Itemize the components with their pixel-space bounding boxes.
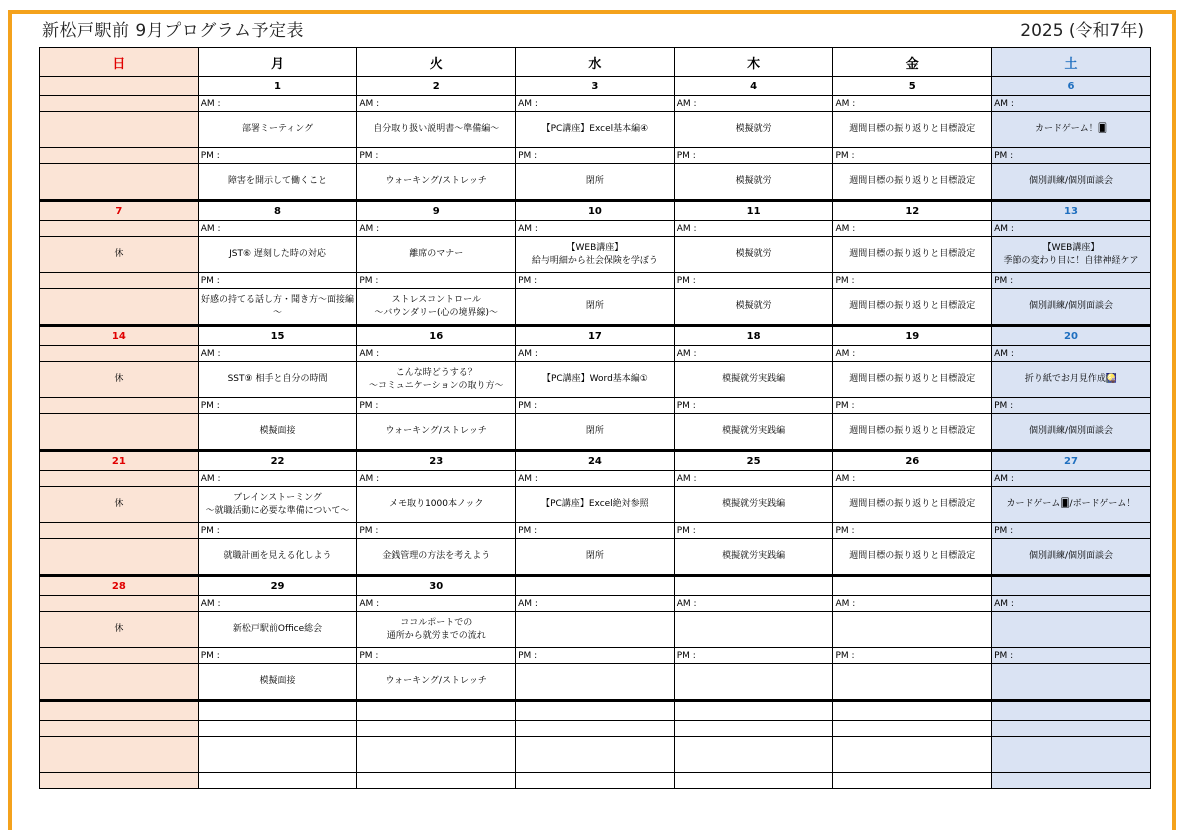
date-cell-sun — [40, 77, 199, 96]
pm-program-cell-fri — [833, 664, 992, 701]
date-cell-tue: 23 — [357, 451, 516, 471]
blank-cell — [674, 737, 833, 773]
blank-cell — [40, 701, 199, 721]
blank-cell — [516, 773, 675, 789]
blank-cell — [833, 701, 992, 721]
pm-program-cell-tue: ウォーキング/ストレッチ — [357, 414, 516, 451]
blank-cell — [198, 721, 357, 737]
am-label-cell: AM : — [992, 596, 1151, 612]
pm-program-row — [40, 414, 1151, 451]
date-cell-sat — [992, 576, 1151, 596]
am-label-cell — [40, 596, 199, 612]
date-cell-mon: 15 — [198, 326, 357, 346]
pm-label-cell: PM : — [833, 148, 992, 164]
pm-program-cell-fri: 週間目標の振り返りと目標設定 — [833, 289, 992, 326]
blank-cell — [198, 701, 357, 721]
am-label-row — [40, 96, 1151, 112]
am-program-cell-sun: 休 — [40, 237, 199, 273]
am-program-cell-mon: 新松戸駅前Office総会 — [198, 612, 357, 648]
pm-label-cell: PM : — [674, 273, 833, 289]
am-program-cell-fri: 週間目標の振り返りと目標設定 — [833, 237, 992, 273]
date-cell-sun: 14 — [40, 326, 199, 346]
pm-program-cell-tue: 金銭管理の方法を考えよう — [357, 539, 516, 576]
pm-label-cell — [40, 648, 199, 664]
pm-label-cell: PM : — [357, 523, 516, 539]
am-label-row — [40, 471, 1151, 487]
date-cell-thu: 25 — [674, 451, 833, 471]
pm-label-cell: PM : — [357, 648, 516, 664]
pm-program-cell-thu: 模擬就労実践編 — [674, 414, 833, 451]
pm-label-cell: PM : — [674, 148, 833, 164]
pm-label-cell: PM : — [992, 398, 1151, 414]
am-label-cell: AM : — [992, 96, 1151, 112]
blank-cell — [198, 737, 357, 773]
am-program-cell-sat: カードゲーム🂠/ボードゲーム！ — [992, 487, 1151, 523]
am-program-cell-sat — [992, 612, 1151, 648]
blank-cell — [516, 701, 675, 721]
pm-program-cell-wed — [516, 664, 675, 701]
pm-label-cell — [40, 148, 199, 164]
blank-cell — [40, 773, 199, 789]
pm-program-cell-thu: 模擬就労 — [674, 164, 833, 201]
pm-label-cell: PM : — [516, 648, 675, 664]
page-frame — [8, 10, 1176, 830]
pm-program-cell-thu — [674, 664, 833, 701]
am-label-cell: AM : — [198, 221, 357, 237]
date-cell-wed: 10 — [516, 201, 675, 221]
pm-label-cell: PM : — [516, 273, 675, 289]
schedule-table — [39, 47, 1151, 789]
date-cell-sat: 27 — [992, 451, 1151, 471]
pm-label-cell: PM : — [992, 273, 1151, 289]
am-label-cell: AM : — [833, 471, 992, 487]
am-program-cell-fri: 週間目標の振り返りと目標設定 — [833, 112, 992, 148]
am-label-cell: AM : — [992, 346, 1151, 362]
am-label-cell: AM : — [516, 596, 675, 612]
am-label-cell: AM : — [516, 96, 675, 112]
blank-cell — [674, 773, 833, 789]
pm-label-cell: PM : — [357, 273, 516, 289]
am-label-cell: AM : — [833, 221, 992, 237]
pm-program-cell-sun — [40, 289, 199, 326]
date-cell-mon: 8 — [198, 201, 357, 221]
am-program-cell-sun: 休 — [40, 487, 199, 523]
am-program-row — [40, 237, 1151, 273]
am-label-cell: AM : — [674, 221, 833, 237]
blank-cell — [992, 701, 1151, 721]
am-program-cell-wed: 【WEB講座】 給与明細から社会保険を学ぼう — [516, 237, 675, 273]
am-label-cell — [40, 96, 199, 112]
blank-row — [40, 701, 1151, 721]
blank-cell — [40, 721, 199, 737]
date-cell-wed: 24 — [516, 451, 675, 471]
pm-label-cell — [40, 523, 199, 539]
date-cell-fri: 26 — [833, 451, 992, 471]
blank-cell — [833, 773, 992, 789]
am-program-cell-sun: 休 — [40, 612, 199, 648]
pm-program-cell-tue: ストレスコントロール ～バウンダリー(心の境界線)～ — [357, 289, 516, 326]
pm-program-cell-sat: 個別訓練/個別面談会 — [992, 289, 1151, 326]
am-program-cell-mon: JST⑥ 遅刻した時の対応 — [198, 237, 357, 273]
pm-label-cell: PM : — [516, 148, 675, 164]
pm-label-cell: PM : — [516, 398, 675, 414]
date-cell-tue: 30 — [357, 576, 516, 596]
blank-row — [40, 721, 1151, 737]
am-label-cell: AM : — [516, 471, 675, 487]
date-cell-thu: 18 — [674, 326, 833, 346]
am-label-cell: AM : — [198, 96, 357, 112]
pm-program-cell-wed: 閉所 — [516, 164, 675, 201]
blank-cell — [992, 773, 1151, 789]
am-program-cell-tue: ココルポートでの 通所から就労までの流れ — [357, 612, 516, 648]
am-program-cell-thu: 模擬就労実践編 — [674, 362, 833, 398]
pm-program-cell-sat — [992, 664, 1151, 701]
blank-cell — [992, 737, 1151, 773]
pm-program-cell-sun — [40, 664, 199, 701]
week-date-row — [40, 326, 1151, 346]
pm-program-cell-mon: 障害を開示して働くこと — [198, 164, 357, 201]
am-label-cell: AM : — [674, 596, 833, 612]
am-program-cell-tue: メモ取り1000本ノック — [357, 487, 516, 523]
am-program-cell-tue: 離席のマナー — [357, 237, 516, 273]
pm-program-row — [40, 289, 1151, 326]
pm-label-cell: PM : — [992, 148, 1151, 164]
pm-label-cell: PM : — [674, 398, 833, 414]
pm-program-cell-fri: 週間目標の振り返りと目標設定 — [833, 539, 992, 576]
am-label-cell — [40, 221, 199, 237]
date-cell-fri: 12 — [833, 201, 992, 221]
pm-label-cell: PM : — [357, 148, 516, 164]
am-label-row — [40, 346, 1151, 362]
pm-label-row — [40, 273, 1151, 289]
am-program-cell-sun: 休 — [40, 362, 199, 398]
am-label-cell — [40, 471, 199, 487]
pm-program-cell-sun — [40, 164, 199, 201]
pm-program-cell-tue: ウォーキング/ストレッチ — [357, 664, 516, 701]
am-label-cell: AM : — [992, 471, 1151, 487]
pm-label-cell: PM : — [992, 648, 1151, 664]
am-program-row — [40, 487, 1151, 523]
am-label-cell: AM : — [357, 471, 516, 487]
header-wednesday: 水 — [516, 48, 675, 77]
pm-label-cell: PM : — [833, 273, 992, 289]
blank-cell — [357, 737, 516, 773]
am-label-cell: AM : — [198, 471, 357, 487]
blank-cell — [833, 721, 992, 737]
date-cell-sun: 7 — [40, 201, 199, 221]
blank-cell — [516, 721, 675, 737]
date-cell-fri: 5 — [833, 77, 992, 96]
pm-label-cell: PM : — [833, 523, 992, 539]
date-cell-mon: 22 — [198, 451, 357, 471]
am-program-cell-fri: 週間目標の振り返りと目標設定 — [833, 487, 992, 523]
pm-label-cell: PM : — [674, 523, 833, 539]
am-program-cell-thu — [674, 612, 833, 648]
blank-cell — [357, 773, 516, 789]
date-cell-sun: 28 — [40, 576, 199, 596]
am-label-row — [40, 221, 1151, 237]
am-program-cell-sat: カードゲーム！🂠 — [992, 112, 1151, 148]
date-cell-sat: 6 — [992, 77, 1151, 96]
am-label-cell: AM : — [833, 96, 992, 112]
am-label-row — [40, 596, 1151, 612]
blank-cell — [833, 737, 992, 773]
am-program-cell-sat: 【WEB講座】 季節の変わり目に！自律神経ケア — [992, 237, 1151, 273]
am-program-cell-wed — [516, 612, 675, 648]
pm-program-row — [40, 664, 1151, 701]
header-saturday: 土 — [992, 48, 1151, 77]
date-cell-tue: 16 — [357, 326, 516, 346]
date-cell-thu: 11 — [674, 201, 833, 221]
pm-label-cell: PM : — [992, 523, 1151, 539]
blank-cell — [674, 701, 833, 721]
am-label-cell: AM : — [198, 346, 357, 362]
schedule-body — [40, 77, 1151, 789]
pm-program-cell-mon: 模擬面接 — [198, 414, 357, 451]
pm-label-cell: PM : — [674, 648, 833, 664]
week-date-row — [40, 77, 1151, 96]
header-thursday: 木 — [674, 48, 833, 77]
am-program-cell-thu: 模擬就労 — [674, 112, 833, 148]
am-program-cell-thu: 模擬就労実践編 — [674, 487, 833, 523]
pm-label-cell: PM : — [198, 648, 357, 664]
am-program-cell-wed: 【PC講座】Excel絶対参照 — [516, 487, 675, 523]
pm-program-cell-mon: 模擬面接 — [198, 664, 357, 701]
pm-label-cell: PM : — [833, 648, 992, 664]
week-date-row — [40, 201, 1151, 221]
date-cell-wed: 3 — [516, 77, 675, 96]
am-program-cell-tue: こんな時どうする？ ～コミュニケーションの取り方～ — [357, 362, 516, 398]
am-label-cell: AM : — [674, 96, 833, 112]
date-cell-wed: 17 — [516, 326, 675, 346]
pm-program-cell-sat: 個別訓練/個別面談会 — [992, 414, 1151, 451]
date-cell-mon: 1 — [198, 77, 357, 96]
pm-program-row — [40, 539, 1151, 576]
blank-cell — [992, 721, 1151, 737]
page-title: 新松戸駅前 9月プログラム予定表 — [42, 21, 305, 41]
pm-program-cell-thu: 模擬就労実践編 — [674, 539, 833, 576]
year-label: 2025 (令和7年) — [1020, 21, 1144, 41]
date-cell-wed — [516, 576, 675, 596]
pm-program-cell-mon: 好感の持てる話し方・聞き方～面接編～ — [198, 289, 357, 326]
date-cell-sat: 13 — [992, 201, 1151, 221]
date-cell-sat: 20 — [992, 326, 1151, 346]
am-label-cell: AM : — [674, 346, 833, 362]
pm-label-cell: PM : — [357, 398, 516, 414]
am-label-cell: AM : — [516, 346, 675, 362]
pm-label-row — [40, 648, 1151, 664]
pm-program-cell-sat: 個別訓練/個別面談会 — [992, 539, 1151, 576]
pm-program-cell-wed: 閉所 — [516, 414, 675, 451]
am-label-cell: AM : — [833, 346, 992, 362]
blank-row — [40, 773, 1151, 789]
pm-label-row — [40, 148, 1151, 164]
date-cell-fri — [833, 576, 992, 596]
pm-label-cell: PM : — [833, 398, 992, 414]
am-program-cell-mon: 部署ミーティング — [198, 112, 357, 148]
am-program-row — [40, 112, 1151, 148]
am-program-cell-sat: 折り紙でお月見作成🎑 — [992, 362, 1151, 398]
am-program-cell-tue: 自分取り扱い説明書～準備編～ — [357, 112, 516, 148]
pm-label-cell: PM : — [198, 523, 357, 539]
blank-cell — [516, 737, 675, 773]
am-program-cell-wed: 【PC講座】Word基本編① — [516, 362, 675, 398]
am-label-cell: AM : — [357, 96, 516, 112]
date-cell-thu: 4 — [674, 77, 833, 96]
am-program-cell-sun — [40, 112, 199, 148]
date-cell-tue: 9 — [357, 201, 516, 221]
am-label-cell — [40, 346, 199, 362]
date-cell-tue: 2 — [357, 77, 516, 96]
header-monday: 月 — [198, 48, 357, 77]
blank-cell — [357, 701, 516, 721]
pm-label-cell: PM : — [198, 148, 357, 164]
am-label-cell: AM : — [674, 471, 833, 487]
date-cell-mon: 29 — [198, 576, 357, 596]
pm-program-cell-fri: 週間目標の振り返りと目標設定 — [833, 164, 992, 201]
am-label-cell: AM : — [357, 221, 516, 237]
pm-program-cell-wed: 閉所 — [516, 289, 675, 326]
am-label-cell: AM : — [992, 221, 1151, 237]
pm-program-row — [40, 164, 1151, 201]
am-program-row — [40, 362, 1151, 398]
date-cell-fri: 19 — [833, 326, 992, 346]
am-program-cell-thu: 模擬就労 — [674, 237, 833, 273]
am-program-row — [40, 612, 1151, 648]
am-program-cell-wed: 【PC講座】Excel基本編④ — [516, 112, 675, 148]
pm-program-cell-wed: 閉所 — [516, 539, 675, 576]
am-program-cell-fri — [833, 612, 992, 648]
pm-label-cell: PM : — [198, 398, 357, 414]
pm-label-row — [40, 523, 1151, 539]
am-program-cell-mon: SST⑨ 相手と自分の時間 — [198, 362, 357, 398]
pm-program-cell-fri: 週間目標の振り返りと目標設定 — [833, 414, 992, 451]
pm-label-cell — [40, 273, 199, 289]
blank-cell — [198, 773, 357, 789]
am-program-cell-mon: ブレインストーミング ～就職活動に必要な準備について～ — [198, 487, 357, 523]
header-tuesday: 火 — [357, 48, 516, 77]
pm-program-cell-thu: 模擬就労 — [674, 289, 833, 326]
pm-program-cell-sun — [40, 539, 199, 576]
pm-label-row — [40, 398, 1151, 414]
blank-row — [40, 737, 1151, 773]
week-date-row — [40, 576, 1151, 596]
header-sunday: 日 — [40, 48, 199, 77]
am-program-cell-fri: 週間目標の振り返りと目標設定 — [833, 362, 992, 398]
blank-cell — [357, 721, 516, 737]
pm-label-cell: PM : — [198, 273, 357, 289]
blank-cell — [40, 737, 199, 773]
pm-program-cell-sun — [40, 414, 199, 451]
pm-label-cell: PM : — [516, 523, 675, 539]
am-label-cell: AM : — [833, 596, 992, 612]
header-friday: 金 — [833, 48, 992, 77]
am-label-cell: AM : — [357, 346, 516, 362]
am-label-cell: AM : — [357, 596, 516, 612]
am-label-cell: AM : — [516, 221, 675, 237]
date-cell-thu — [674, 576, 833, 596]
am-label-cell: AM : — [198, 596, 357, 612]
week-date-row — [40, 451, 1151, 471]
date-cell-sun: 21 — [40, 451, 199, 471]
pm-program-cell-sat: 個別訓練/個別面談会 — [992, 164, 1151, 201]
blank-cell — [674, 721, 833, 737]
pm-program-cell-tue: ウォーキング/ストレッチ — [357, 164, 516, 201]
pm-program-cell-mon: 就職計画を見える化しよう — [198, 539, 357, 576]
pm-label-cell — [40, 398, 199, 414]
